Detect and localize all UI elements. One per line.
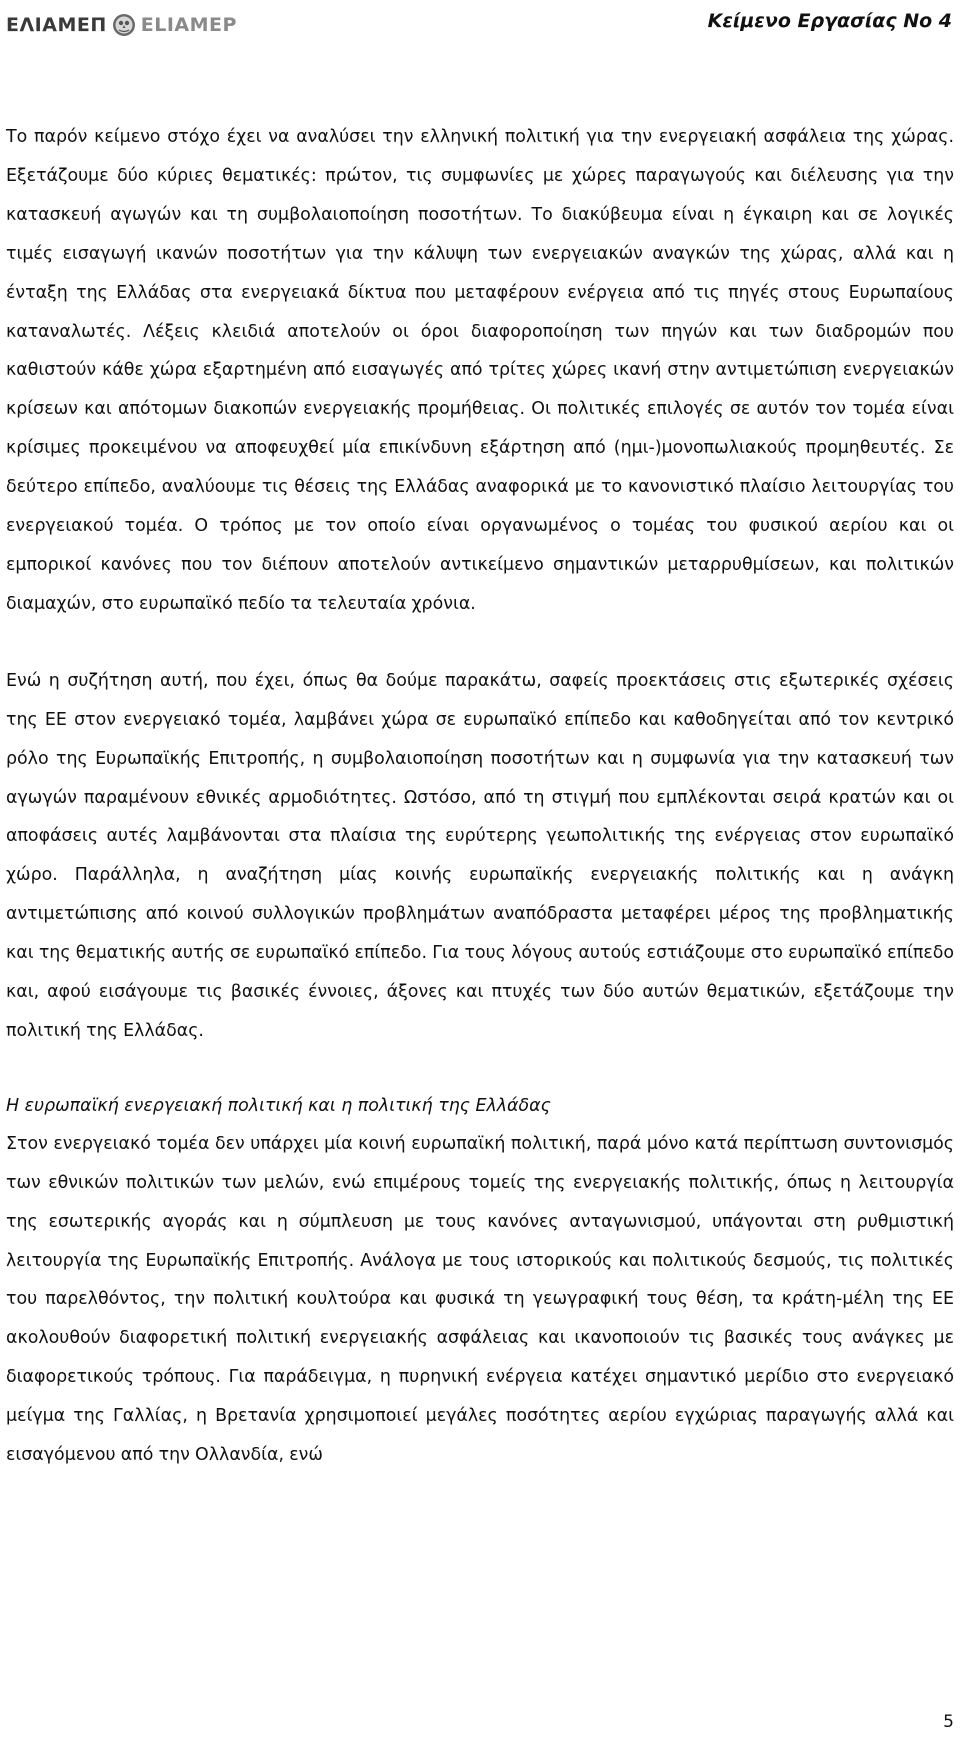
body-paragraph: Το παρόν κείμενο στόχο έχει να αναλύσει την ελληνική πολιτική για την ενεργειακή ασφάλεια της χώρας. Εξετάζουμε δύο κύριες θεματικές: πρώτον, τις συμφωνίες με χώρες παραγωγούς και διέλευσης για την κατασκευή αγωγών και τη συμβολαιοποίηση ποσοτήτων. Το διακύβευμα είναι η έγκαιρη και σε λογικές τιμές εισαγωγή ικανών ποσοτήτων για την κάλυψη των ενεργειακών αναγκών της χώρας, αλλά και η ένταξη της Ελλάδας στα ενεργειακά δίκτυα που μεταφέρουν ενέργεια από τις πηγές στους Ευρωπαίους καταναλωτές. Λέξεις κλειδιά αποτελούν οι όροι διαφοροποίηση των πηγών και των διαδρομών που καθιστούν κάθε χώρα εξαρτημένη από εισαγωγές από τρίτες χώρες ικανή στην αντιμετώπιση ενεργειακών κρίσεων και απότομων διακοπών ενεργειακής προμήθειας. Οι πολιτικές επιλογές σε αυτόν τον τομέα είναι κρίσιμες προκειμένου να αποφευχθεί μία επικίνδυνη εξάρτηση από (ημι-)μονοπωλιακούς προμηθευτές. Σε δεύτερο επίπεδο, αναλύουμε τις θέσεις της Ελλάδας αναφορικά με το κανονιστικό πλαίσιο λειτουργίας του ενεργειακού τομέα. Ο τρόπος με τον οποίο είναι οργανωμένος ο τομέας του φυσικού αερίου και οι εμπορικοί κανόνες που τον διέπουν αποτελούν αντικείμενο σημαντικών μεταρρυθμίσεων, και πολιτικών διαμαχών, στο ευρωπαϊκό πεδίο τα τελευταία χρόνια. bbox=[6, 127, 954, 614]
body-paragraph: Ενώ η συζήτηση αυτή, που έχει, όπως θα δούμε παρακάτω, σαφείς προεκτάσεις στις εξωτερικές σχέσεις της ΕΕ στον ενεργειακό τομέα, λαμβάνει χώρα σε ευρωπαϊκό επίπεδο και καθοδηγείται από τον κεντρικό ρόλο της Ευρωπαϊκής Επιτροπής, η συμβολαιοποίηση ποσοτήτων και η συμφωνία για την κατασκευή των αγωγών παραμένουν εθνικές αρμοδιότητες. Ωστόσο, από τη στιγμή που εμπλέκονται σειρά κρατών και οι αποφάσεις αυτές λαμβάνονται στα πλαίσια της ευρύτερης γεωπολιτικής της ενέργειας στον ευρωπαϊκό χώρο. Παράλληλα, η αναζήτηση μίας κοινής ευρωπαϊκής ενεργειακής πολιτικής και η ανάγκη αντιμετώπισης από κοινού συλλογικών προβλημάτων αναπόδραστα μεταφέρει μέρος της προβληματικής και της θεματικής αυτής σε ευρωπαϊκό επίπεδο. Για τους λόγους αυτούς εστιάζουμε στο ευρωπαϊκό επίπεδο και, αφού εισάγουμε τις βασικές έννοιες, άξονες και πτυχές των δύο αυτών θεματικών, εξετάζουμε την πολιτική της Ελλάδας. bbox=[6, 670, 954, 1041]
logo-text-english: ELIAMEP bbox=[140, 14, 237, 36]
eliamep-logo bbox=[6, 8, 237, 42]
section-heading: Η ευρωπαϊκή ενεργειακή πολιτική και η πολιτική της Ελλάδας bbox=[6, 1095, 551, 1116]
logo-text-greek: ΕΛΙΑΜΕΠ bbox=[6, 14, 107, 36]
document-body bbox=[6, 118, 954, 1475]
document-series-title: Κείμενο Εργασίας Νο 4 bbox=[707, 10, 952, 32]
page-header bbox=[0, 0, 960, 52]
page-number: 5 bbox=[943, 1712, 954, 1732]
owl-emblem-icon bbox=[112, 13, 136, 37]
body-paragraph: Στον ενεργειακό τομέα δεν υπάρχει μία κοινή ευρωπαϊκή πολιτική, παρά μόνο κατά περίπτωση συντονισμός των εθνικών πολιτικών των μελών, ενώ επιμέρους τομείς της ενεργειακής πολιτικής, όπως η λειτουργία της εσωτερικής αγοράς και η σύμπλευση με τους κανόνες ανταγωνισμού, υπάγονται στη ρυθμιστική λειτουργία της Ευρωπαϊκής Επιτροπής. Ανάλογα με τους ιστορικούς και πολιτικούς δεσμούς, τις πολιτικές του παρελθόντος, την πολιτική κουλτούρα και φυσικά τη γεωγραφική τους θέση, τα κράτη-μέλη της ΕΕ ακολουθούν διαφορετική πολιτική ενεργειακής ασφάλειας και ικανοποιούν τις βασικές τους ανάγκες με διαφορετικούς τρόπους. Για παράδειγμα, η πυρηνική ενέργεια κατέχει σημαντικό μερίδιο στο ενεργειακό μείγμα της Γαλλίας, η Βρετανία χρησιμοποιεί μεγάλες ποσότητες αερίου εγχώριας παραγωγής αλλά και εισαγόμενου από την Ολλανδία, ενώ bbox=[6, 1133, 954, 1466]
